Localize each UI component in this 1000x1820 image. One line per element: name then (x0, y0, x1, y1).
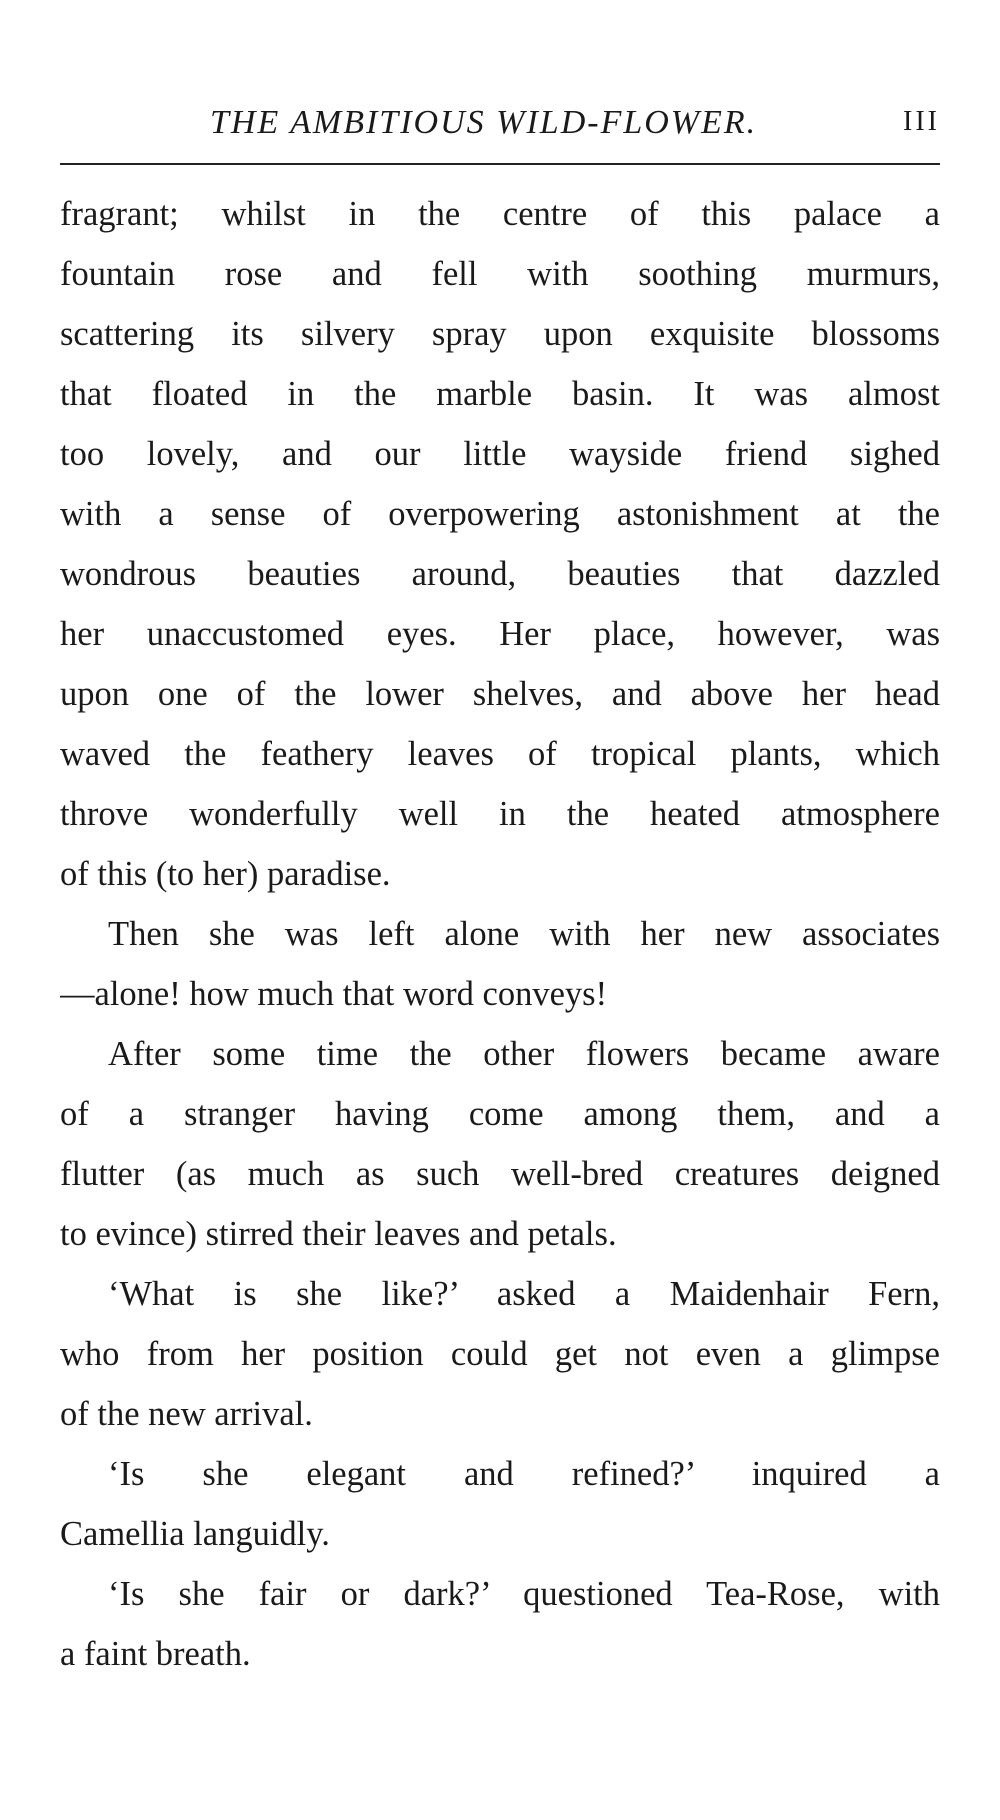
text-line: throve wonderfully well in the heated atmosphere (60, 795, 940, 833)
text-line: that floated in the marble basin. It was almost (60, 375, 940, 413)
page-header (60, 104, 940, 154)
text-line: with a sense of overpowering astonishment at the (60, 495, 940, 533)
text-line: fragrant; whilst in the centre of this palace a (60, 195, 940, 233)
text-line: a faint breath. (60, 1635, 251, 1673)
text-line: waved the feathery leaves of tropical plants, which (60, 735, 940, 773)
text-line: ‘Is she fair or dark?’ questioned Tea-Rose, with (108, 1575, 940, 1613)
page-number: III (903, 106, 940, 137)
text-line: Then she was left alone with her new associates (108, 915, 940, 953)
text-line: her unaccustomed eyes. Her place, however, was (60, 615, 940, 653)
text-line: of a stranger having come among them, and a (60, 1095, 940, 1133)
text-line: too lovely, and our little wayside friend sighed (60, 435, 940, 473)
text-line: Camellia languidly. (60, 1515, 330, 1553)
text-line: of the new arrival. (60, 1395, 313, 1433)
text-line: fountain rose and fell with soothing murmurs, (60, 255, 940, 293)
running-title: THE AMBITIOUS WILD-FLOWER. (210, 104, 758, 141)
text-line: After some time the other flowers became aware (108, 1035, 940, 1073)
text-line: ‘Is she elegant and refined?’ inquired a (108, 1455, 940, 1493)
text-line: —alone! how much that word conveys! (60, 975, 608, 1013)
body-text (60, 184, 940, 1684)
text-line: upon one of the lower shelves, and above her head (60, 675, 940, 713)
text-line: wondrous beauties around, beauties that dazzled (60, 555, 940, 593)
text-line: of this (to her) paradise. (60, 855, 391, 893)
text-line: scattering its silvery spray upon exquisite blossoms (60, 315, 940, 353)
text-line: to evince) stirred their leaves and petals. (60, 1215, 617, 1253)
header-rule (60, 163, 940, 165)
text-line: ‘What is she like?’ asked a Maidenhair Fern, (108, 1275, 940, 1313)
text-line: flutter (as much as such well-bred creatures deigned (60, 1155, 940, 1193)
text-line: who from her position could get not even a glimpse (60, 1335, 940, 1373)
